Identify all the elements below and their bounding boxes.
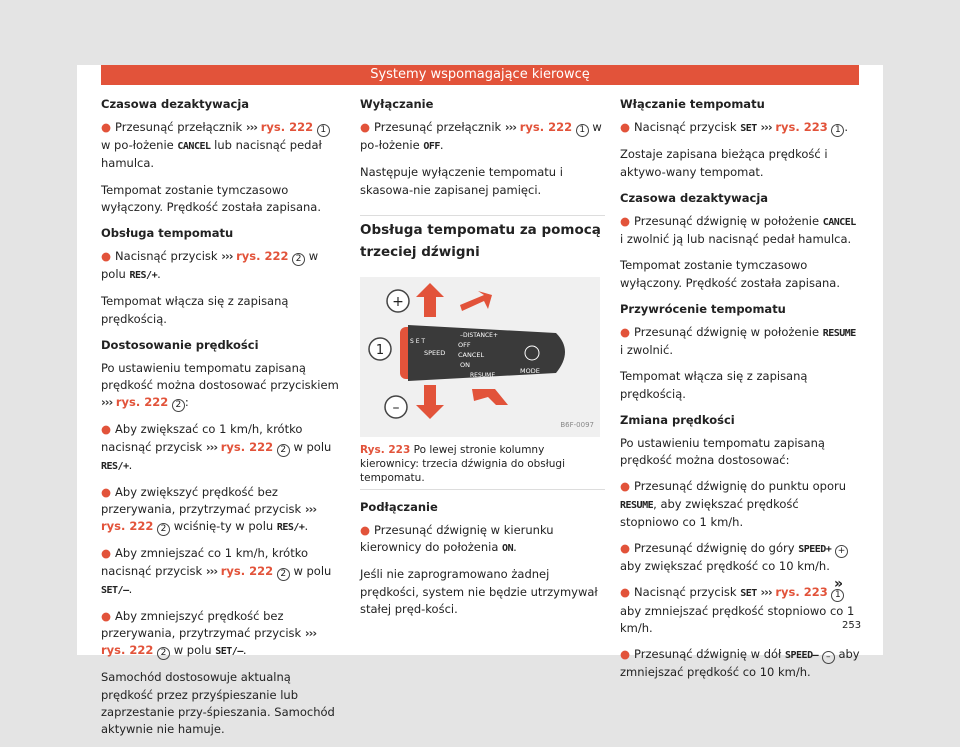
section-title: Obsługa tempomatu za pomocą trzeciej dźwigni — [360, 215, 605, 263]
para-no-speed: Jeśli nie zaprogramowano żadnej prędkości, system nie będzie utrzymywał stałej pręd-kości. — [360, 567, 598, 616]
heading-enable: Włączanie tempomatu — [620, 97, 765, 111]
step-lever-cancel: ● Przesunąć dźwignię w położenie CANCEL i zwolnić ją lub nacisnąć pedał hamulca. — [620, 214, 856, 247]
step-resume-inc: ● Przesunąć dźwignię do punktu oporu RESUME, aby zwiększać prędkość stopniowo co 1 km/h. — [620, 479, 847, 529]
step-press-res: ● Nacisnąć przycisk ››› rys. 222 2 w polu RES/+. — [101, 249, 319, 282]
heading-switch-off: Wyłączanie — [360, 97, 434, 111]
heading-connect: Podłączanie — [360, 499, 438, 514]
figure-ref[interactable]: rys. 222 — [260, 120, 314, 135]
step-press-set: ● Nacisnąć przycisk SET ››› rys. 223 1 . — [620, 120, 849, 136]
step-speed-plus: ● Przesunąć dźwignię do góry SPEED+ + aby zwiększać prędkość co 10 km/h. — [620, 540, 860, 575]
callout-2: 2 — [292, 253, 305, 266]
step-inc-cont: ● Aby zwiększyć prędkość bez przerywania, przytrzymać przycisk ››› rys. 222 2 wciśnię-ty w polu RES/+. — [101, 484, 317, 535]
callout-1: 1 — [831, 589, 844, 602]
arrow-forward-icon — [460, 291, 492, 311]
heading-temp-deactivation: Czasowa dezaktywacja — [101, 97, 250, 111]
step-move-switch-off: ● Przesunąć przełącznik ››› rys. 222 1 w po-łożenie OFF. — [360, 120, 602, 153]
fig-on: ON — [460, 360, 470, 369]
figure-ref[interactable]: rys. 222 — [236, 249, 289, 264]
fig-plus: + — [392, 293, 404, 310]
figure-ref[interactable]: rys. 222 — [115, 395, 169, 410]
para-behaviour: Samochód dostosowuje aktualną prędkość przez przyśpieszanie lub zaprzestanie przy-śpieszania. Samochód aktywnie nie hamuje. — [101, 670, 335, 737]
minus-icon: – — [822, 651, 835, 664]
callout-2: 2 — [277, 568, 290, 581]
heading-operation: Obsługa tempomatu — [101, 226, 234, 241]
figure-ref[interactable]: rys. 222 — [220, 563, 274, 578]
arrow-down-icon — [416, 385, 444, 419]
figure-ref[interactable]: rys. 223 — [775, 585, 828, 600]
heading-restore: Przywrócenie tempomatu — [620, 301, 786, 316]
step-move-switch-cancel: ● Przesunąć przełącznik ››› rys. 222 1 w po-łożenie CANCEL lub nacisnąć pedał hamulca. — [101, 119, 341, 172]
callout-1: 1 — [317, 124, 330, 137]
heading-adjust-speed: Dostosowanie prędkości — [101, 337, 259, 352]
step-lever-resume: ● Przesunąć dźwignię w położenie RESUME i zwolnić. — [620, 325, 856, 358]
arrow-back-icon — [472, 389, 508, 405]
para-temp-off-2: Tempomat zostanie tymczasowo wyłączony. Prędkość została zapisana. — [620, 258, 840, 290]
figure-ref[interactable]: rys. 222 — [220, 439, 274, 454]
figure-lever — [360, 277, 600, 437]
para-resume: Tempomat włącza się z zapisaną prędkością. — [101, 294, 289, 326]
para-change: Po ustawieniu tempomatu zapisaną prędkość można dostosować: — [620, 436, 825, 468]
column-3 — [620, 96, 860, 690]
figure-ref[interactable]: rys. 222 — [101, 643, 154, 658]
figure-id: B6F-0097 — [560, 420, 594, 429]
page-header: Systemy wspomagające kierowcę — [101, 65, 859, 85]
callout-1: 1 — [576, 124, 589, 137]
figure-caption: Rys. 223 Po lewej stronie kolumny kierownicy: trzecia dźwignia do obsługi tempomatu. — [360, 443, 605, 490]
fig-minus: – — [392, 399, 400, 416]
fig-speed: SPEED — [424, 348, 446, 357]
figure-ref[interactable]: rys. 222 — [519, 120, 573, 135]
para-off-result: Następuje wyłączenie tempomatu i skasowa-nie zapisanej pamięci. — [360, 165, 563, 197]
step-dec-cont: ● Aby zmniejszyć prędkość bez przerywania, przytrzymać przycisk ››› rys. 222 2 w polu SET/–. — [101, 608, 317, 659]
para-resume-2: Tempomat włącza się z zapisaną prędkością. — [620, 369, 808, 401]
para-temp-off: Tempomat zostanie tymczasowo wyłączony. Prędkość została zapisana. — [101, 182, 321, 214]
plus-icon: + — [835, 545, 848, 558]
column-1 — [101, 96, 341, 747]
para-adjust: Po ustawieniu tempomatu zapisaną prędkość można dostosować przyciskiem ››› rys. 222 2 : — [101, 361, 339, 411]
fig-cancel: CANCEL — [458, 350, 485, 359]
figure-ref[interactable]: rys. 223 — [775, 120, 828, 135]
callout-2: 2 — [157, 647, 170, 660]
column-2 — [360, 96, 605, 627]
page-number: 253 — [842, 620, 862, 631]
fig-resume: RESUME — [470, 371, 496, 379]
continue-arrow-icon: » — [834, 576, 844, 592]
callout-2: 2 — [277, 444, 290, 457]
fig-mode: MODE — [520, 366, 540, 375]
heading-temp-deactivation-2: Czasowa dezaktywacja — [620, 190, 769, 205]
step-dec-1: ● Aby zmniejszać co 1 km/h, krótko nacisnąć przycisk ››› rys. 222 2 w polu SET/–. — [101, 546, 332, 596]
callout-2: 2 — [157, 523, 170, 536]
fig-distance: –DISTANCE+ — [460, 331, 498, 339]
step-speed-minus: ● Przesunąć dźwignię w dół SPEED– – aby zmniejszać prędkość co 10 km/h. — [620, 647, 860, 680]
para-saved: Zostaje zapisana bieżąca prędkość i aktywo-wany tempomat. — [620, 147, 828, 179]
step-lever-on: ● Przesunąć dźwignię w kierunku kierownicy do położenia ON. — [360, 523, 554, 555]
heading-change-speed: Zmiana prędkości — [620, 412, 735, 427]
arrow-up-icon — [416, 283, 444, 317]
fig-one: 1 — [375, 342, 385, 358]
fig-off: OFF — [458, 340, 471, 349]
lever-illustration — [360, 277, 600, 437]
callout-2: 2 — [172, 399, 185, 412]
step-press-set-dec: ● Nacisnąć przycisk SET ››› rys. 223 1 aby zmniejszać prędkość stopniowo co 1 km/h. — [620, 585, 855, 635]
callout-1: 1 — [831, 124, 844, 137]
fig-set-letters: S E T — [410, 337, 426, 345]
figure-ref[interactable]: rys. 222 — [101, 519, 154, 534]
step-inc-1: ● Aby zwiększać co 1 km/h, krótko nacisnąć przycisk ››› rys. 222 2 w polu RES/+. — [101, 422, 332, 472]
